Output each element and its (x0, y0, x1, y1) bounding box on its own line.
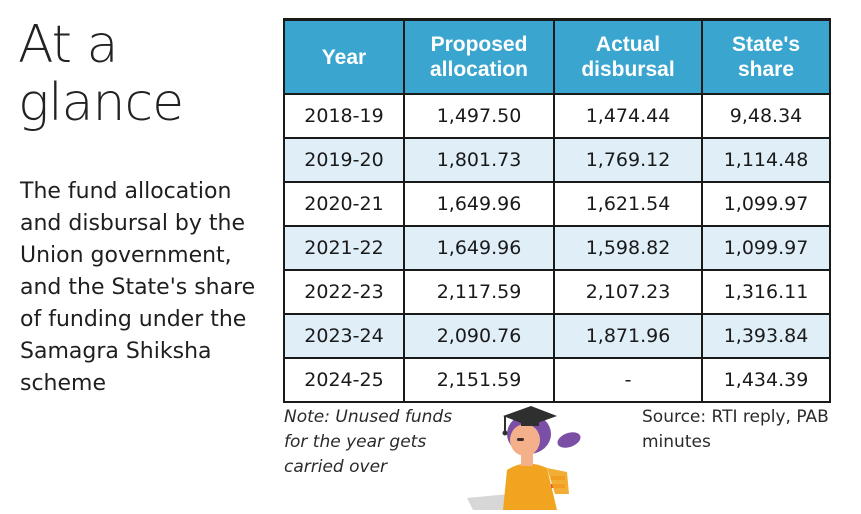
table-row (284, 358, 830, 402)
cell-proposed-allocation: 1,497.50 (404, 94, 554, 138)
cell-actual-disbursal: 2,107.23 (554, 270, 702, 314)
cell-year: 2024-25 (284, 358, 404, 402)
table-row (284, 182, 830, 226)
headline-line-2: glance (18, 73, 184, 133)
cell-year: 2019-20 (284, 138, 404, 182)
cell-proposed-allocation: 2,151.59 (404, 358, 554, 402)
cell-actual-disbursal: - (554, 358, 702, 402)
table-row (284, 226, 830, 270)
cell-year: 2022-23 (284, 270, 404, 314)
cell-year: 2018-19 (284, 94, 404, 138)
column-header-year: Year (284, 20, 404, 95)
table-row (284, 138, 830, 182)
cell-proposed-allocation: 2,090.76 (404, 314, 554, 358)
cell-year: 2023-24 (284, 314, 404, 358)
cell-year: 2020-21 (284, 182, 404, 226)
cell-states-share: 1,434.39 (702, 358, 830, 402)
cell-actual-disbursal: 1,871.96 (554, 314, 702, 358)
table-row (284, 314, 830, 358)
cell-year: 2021-22 (284, 226, 404, 270)
cell-states-share: 1,099.97 (702, 226, 830, 270)
table-header-row (284, 20, 830, 95)
column-header-proposed-allocation: Proposed allocation (404, 20, 554, 95)
headline-line-1: At a (18, 15, 118, 75)
cell-actual-disbursal: 1,474.44 (554, 94, 702, 138)
headline (18, 16, 183, 132)
cell-states-share: 1,099.97 (702, 182, 830, 226)
cell-proposed-allocation: 1,649.96 (404, 182, 554, 226)
table-row (284, 94, 830, 138)
footnote: Note: Unused funds for the year gets carried over (284, 407, 453, 477)
cell-proposed-allocation: 2,117.59 (404, 270, 554, 314)
cell-actual-disbursal: 1,598.82 (554, 226, 702, 270)
student-graduate-icon (465, 398, 585, 510)
cell-actual-disbursal: 1,621.54 (554, 182, 702, 226)
source-credit: Source: RTI reply, PAB minutes (642, 407, 829, 452)
cell-states-share: 1,316.11 (702, 270, 830, 314)
cell-actual-disbursal: 1,769.12 (554, 138, 702, 182)
table-row (284, 270, 830, 314)
description: The fund allocation and disbursal by the Union government, and the State's share of funding under the Samagra Shiksha scheme (20, 179, 256, 396)
cell-states-share: 1,393.84 (702, 314, 830, 358)
data-table (283, 18, 831, 403)
cell-states-share: 1,114.48 (702, 138, 830, 182)
column-header-states-share: State's share (702, 20, 830, 95)
cell-proposed-allocation: 1,649.96 (404, 226, 554, 270)
cell-proposed-allocation: 1,801.73 (404, 138, 554, 182)
cell-states-share: 9,48.34 (702, 94, 830, 138)
column-header-actual-disbursal: Actual disbursal (554, 20, 702, 95)
